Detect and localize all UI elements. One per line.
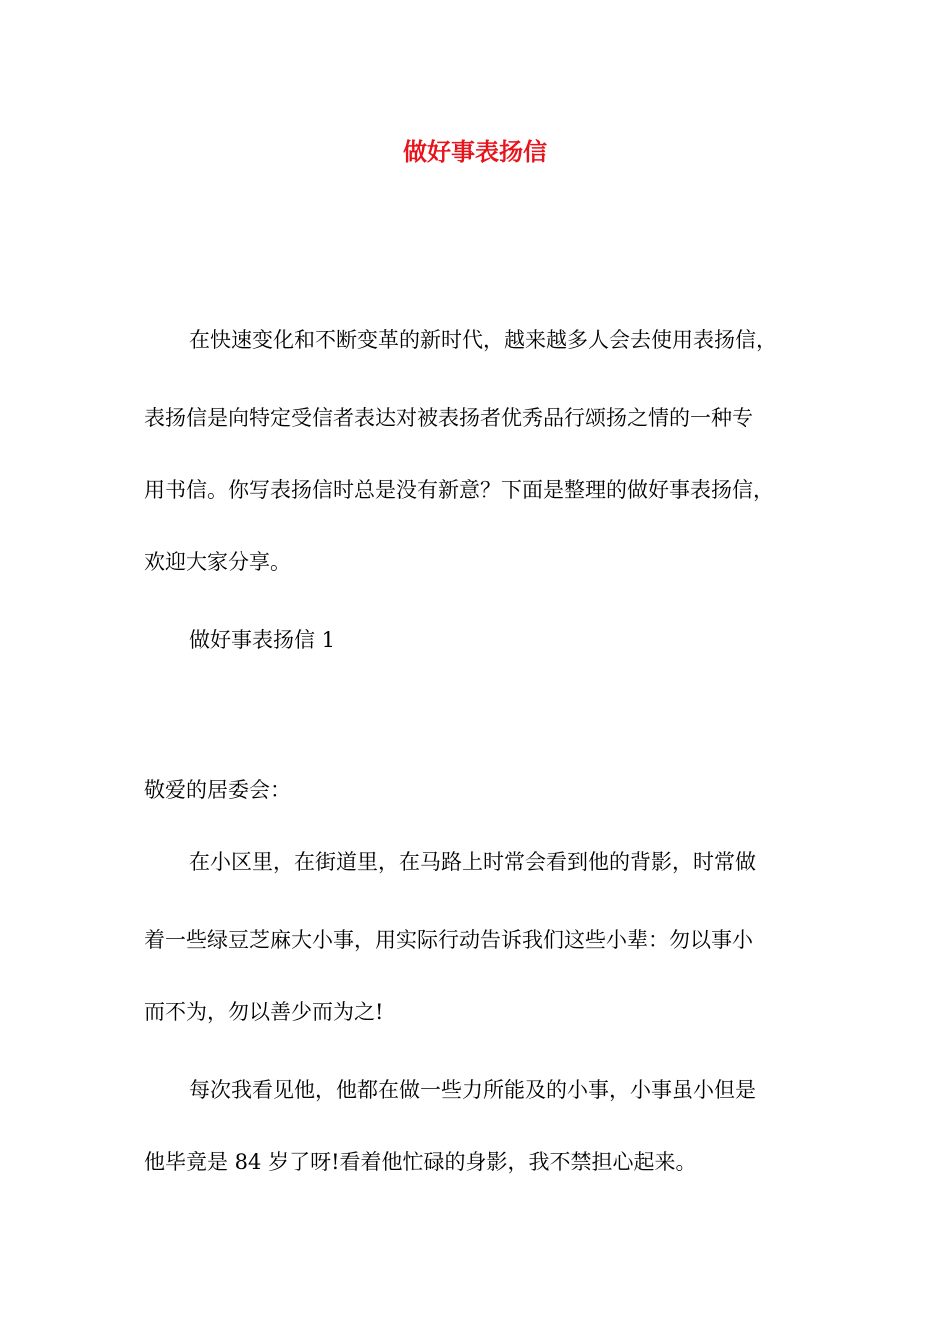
intro-line-3: 用书信。你写表扬信时总是没有新意？下面是整理的做好事表扬信， [144, 478, 774, 502]
intro-line-2: 表扬信是向特定受信者表达对被表扬者优秀品行颂扬之情的一种专 [144, 406, 753, 430]
intro-line-4: 欢迎大家分享。 [144, 550, 291, 574]
body-line-2: 着一些绿豆芝麻大小事，用实际行动告诉我们这些小辈：勿以事小 [144, 928, 753, 952]
body-line-4: 每次我看见他，他都在做一些力所能及的小事，小事虽小但是 [189, 1078, 756, 1102]
document-title: 做好事表扬信 [403, 138, 547, 166]
salutation: 敬爱的居委会： [144, 778, 291, 802]
intro-line-1: 在快速变化和不断变革的新时代，越来越多人会去使用表扬信， [189, 328, 777, 352]
section-heading: 做好事表扬信 1 [189, 628, 336, 652]
body-line-3: 而不为，勿以善少而为之! [144, 1000, 384, 1024]
body-line-1: 在小区里，在街道里，在马路上时常会看到他的背影，时常做 [189, 850, 756, 874]
body-line-5: 他毕竟是 84 岁了呀!看着他忙碌的身影，我不禁担心起来。 [144, 1150, 697, 1174]
